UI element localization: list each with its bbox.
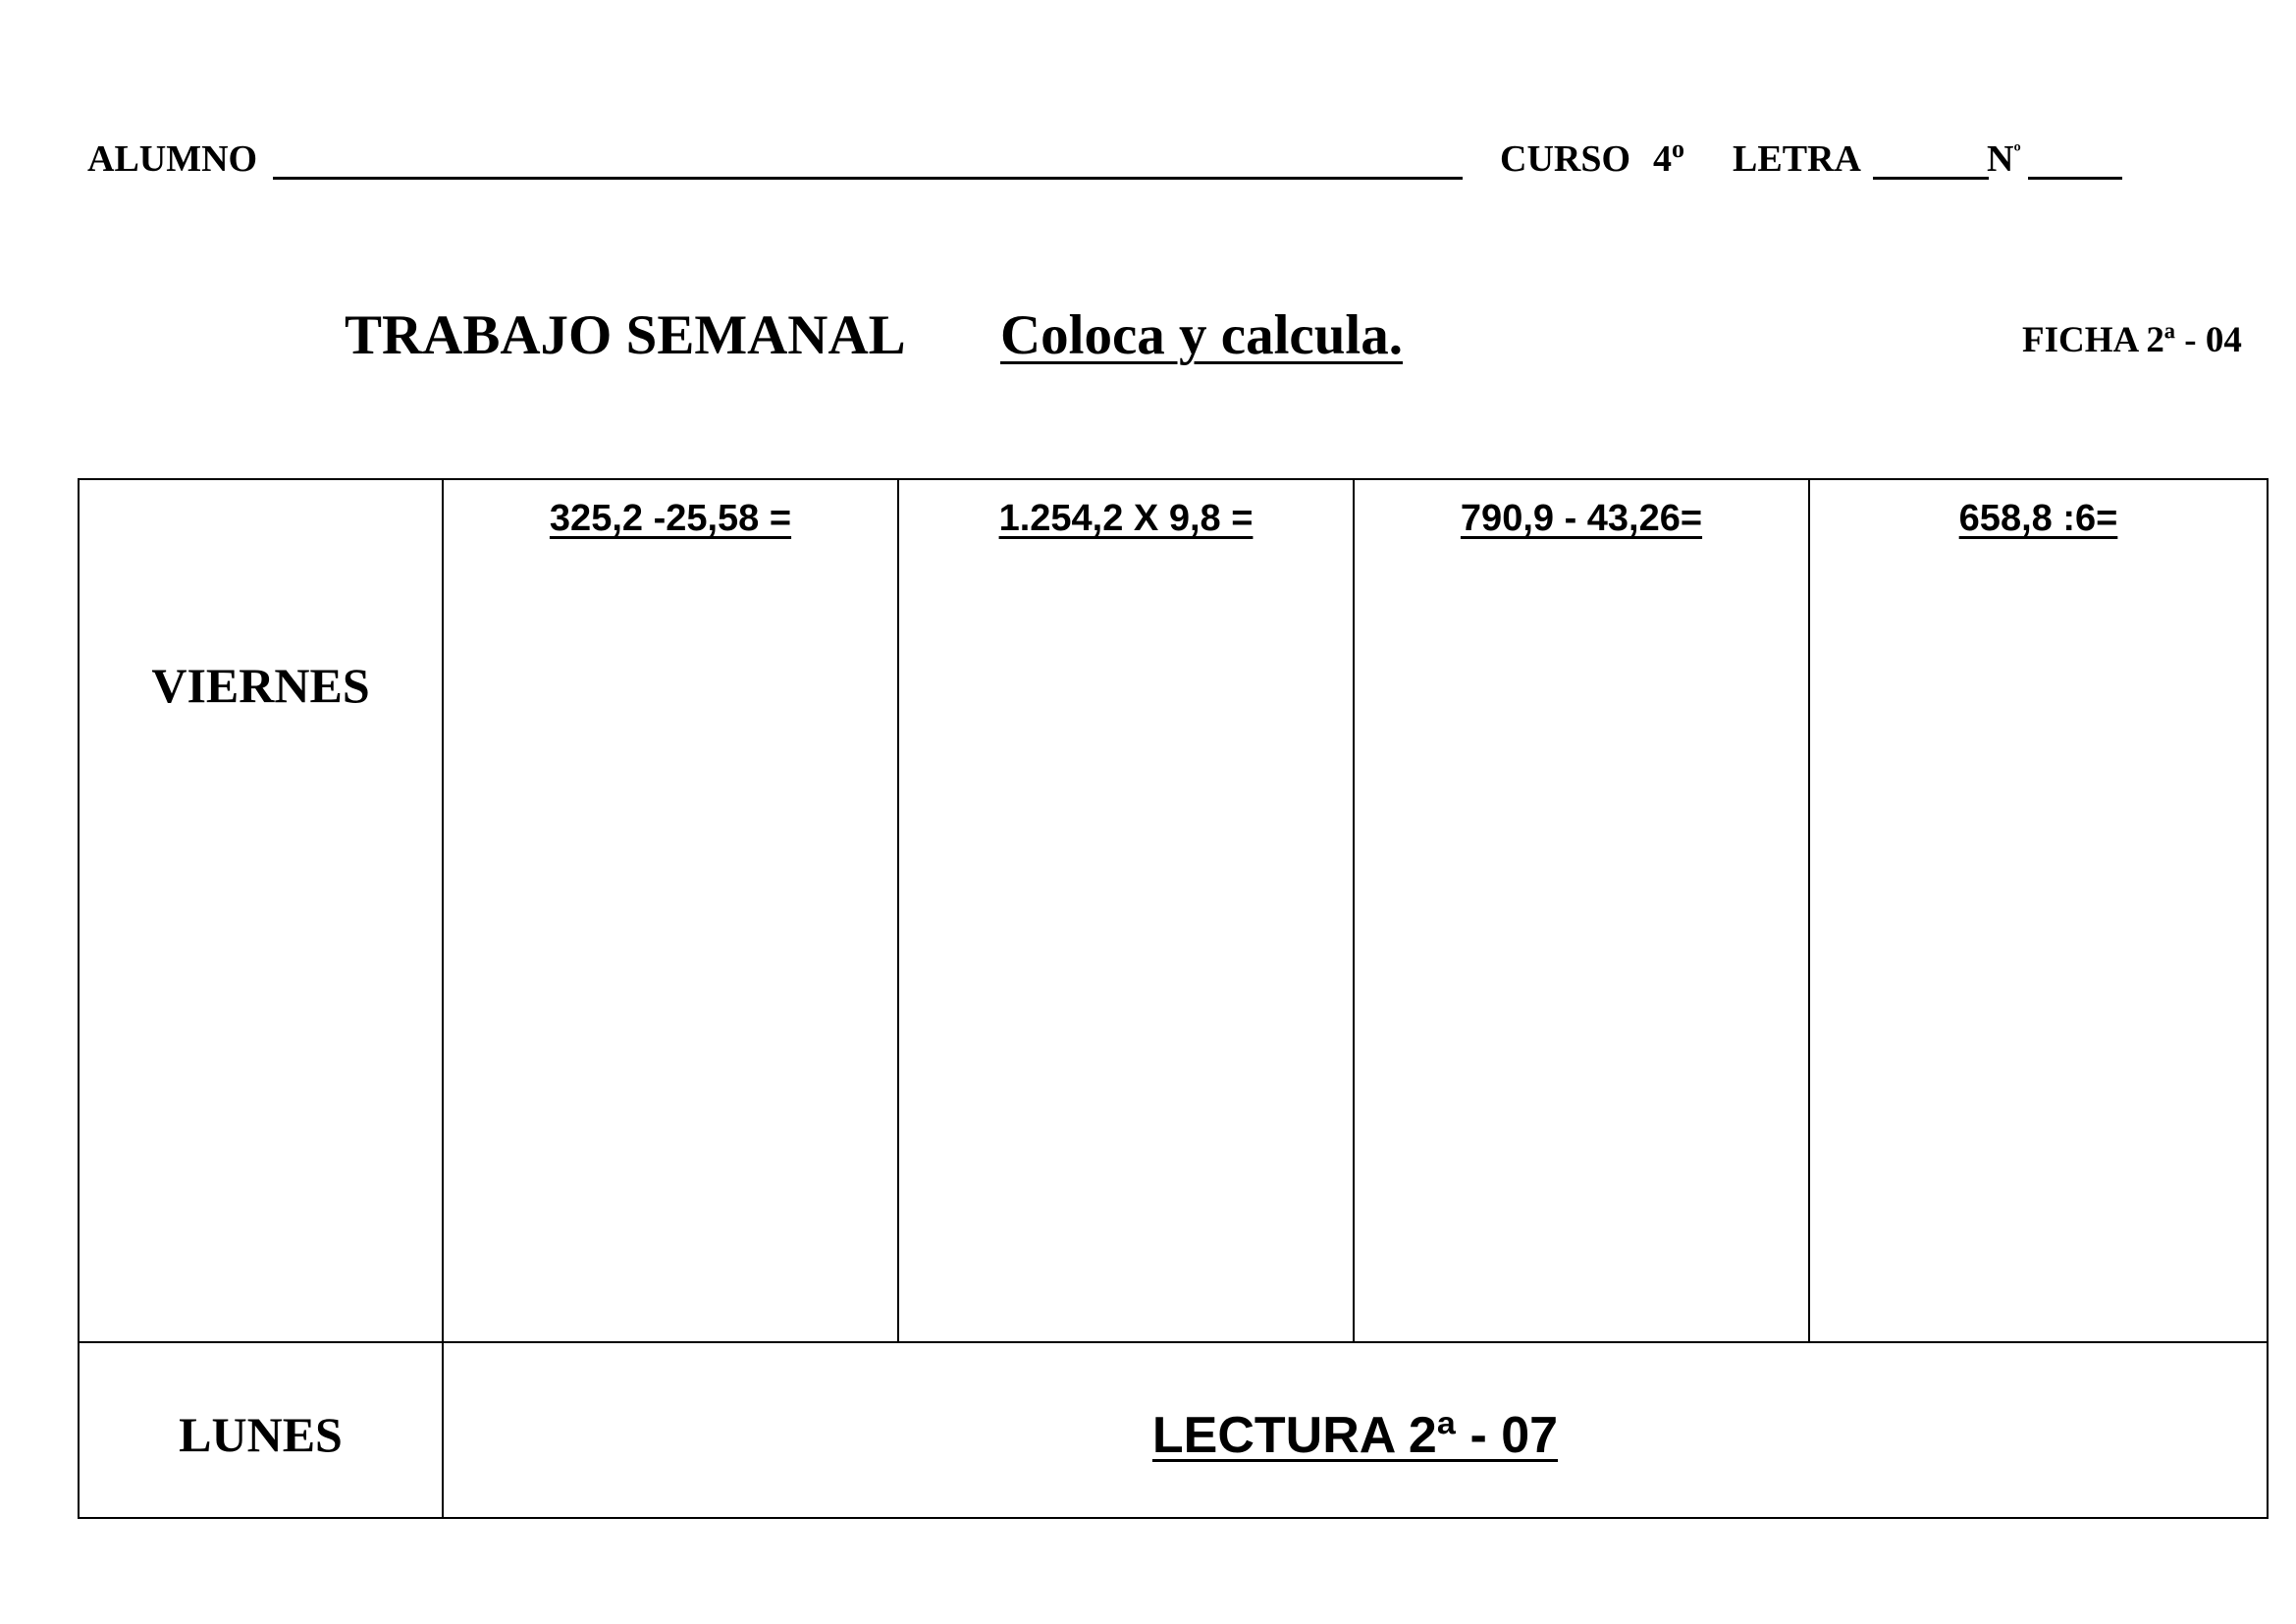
operation-3: 790,9 - 43,26=	[1460, 498, 1703, 539]
operation-2: 1.254,2 X 9,8 =	[998, 498, 1254, 539]
row-divider	[80, 1341, 2267, 1343]
instruction: Coloca y calcula.	[1000, 304, 1404, 366]
numero-letter: N	[1987, 138, 2014, 180]
curso-label: CURSO	[1500, 138, 1631, 180]
numero-label	[1987, 140, 2021, 178]
numero-line[interactable]	[2028, 177, 2122, 180]
answer-area-3[interactable]	[1355, 549, 1808, 1339]
answer-area-1[interactable]	[444, 549, 897, 1339]
lectura-label: LECTURA 2ª - 07	[1151, 1407, 1559, 1464]
operation-1: 325,2 -25,58 =	[549, 498, 792, 539]
answer-area-2[interactable]	[899, 549, 1353, 1339]
ficha-code: FICHA 2ª - 04	[2022, 320, 2242, 360]
worksheet-table	[78, 478, 2269, 1519]
alumno-name-line[interactable]	[273, 177, 1463, 180]
curso-ordinal: o	[1672, 135, 1684, 163]
operation-4: 658,8 :6=	[1958, 498, 2118, 539]
alumno-label: ALUMNO	[87, 138, 258, 180]
answer-area-4[interactable]	[1810, 549, 2267, 1339]
page-title: TRABAJO SEMANAL	[345, 304, 906, 366]
day-lunes: LUNES	[179, 1407, 343, 1462]
numero-ordinal: º	[2013, 139, 2021, 164]
letra-line[interactable]	[1873, 177, 1989, 180]
day-viernes: VIERNES	[151, 658, 370, 713]
letra-label: LETRA	[1733, 138, 1861, 180]
curso-number: 4	[1653, 138, 1672, 180]
curso-value	[1653, 135, 1684, 180]
